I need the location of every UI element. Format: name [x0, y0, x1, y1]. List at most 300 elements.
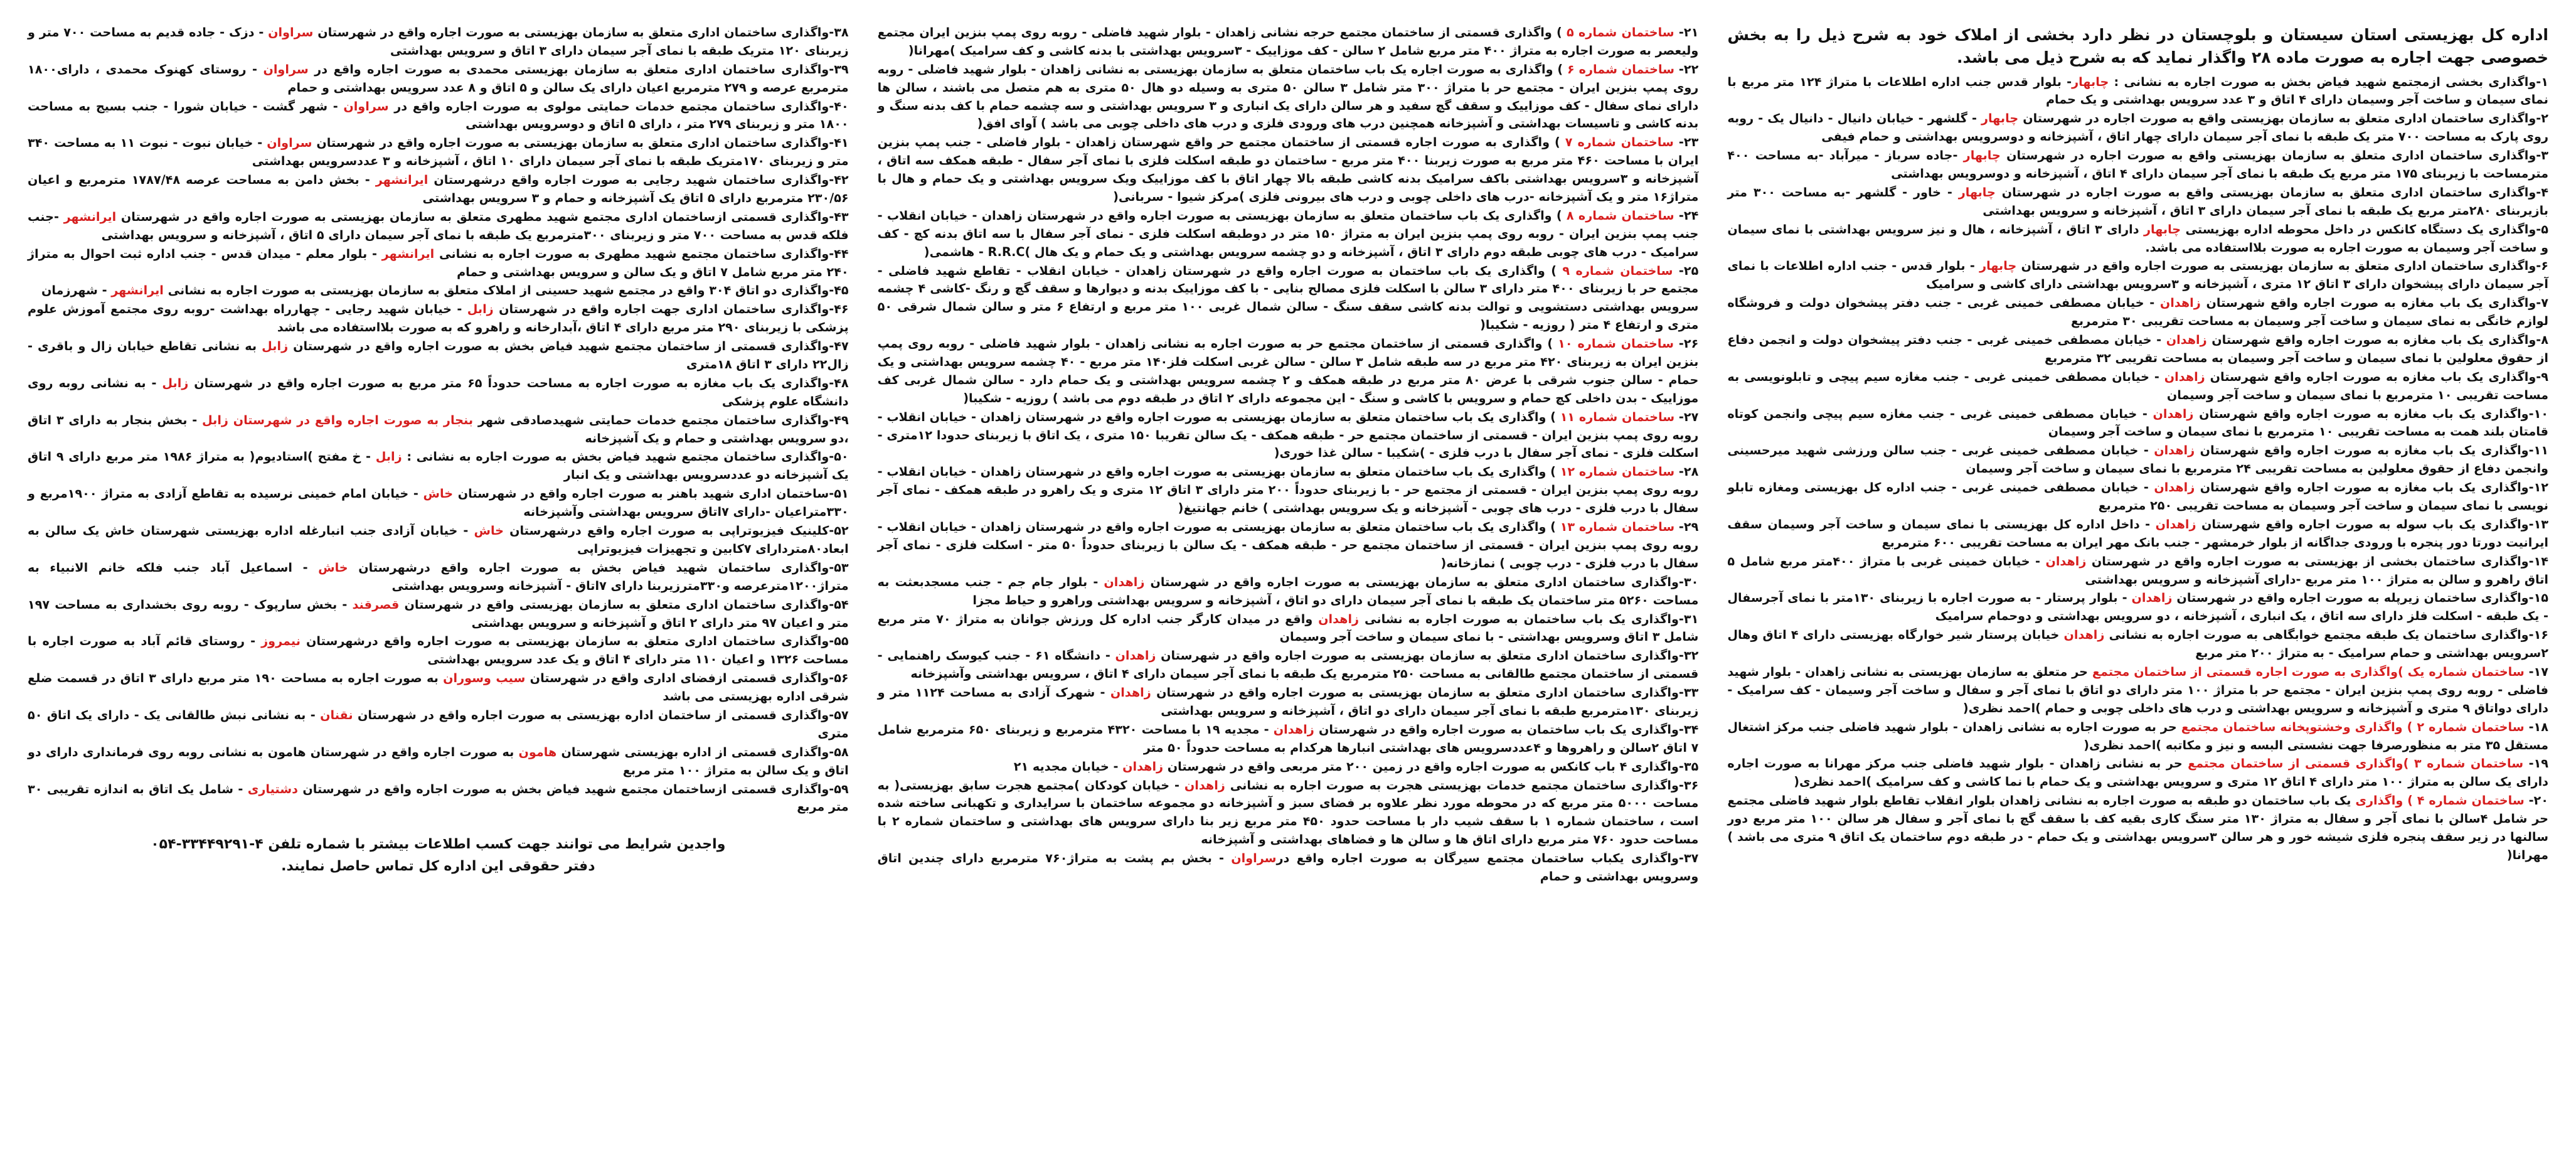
- item-text: -: [2523, 756, 2534, 771]
- item-text: به صورت اجاره واقع در شهرستان هامون به نشانی روبه روی فرمانداری دارای دو اتاق و یک سالن به متراژ ۱۰۰ متر مربع: [27, 744, 849, 778]
- item-text: -: [1674, 61, 1684, 77]
- item-location: ساختمان شماره ۳ )واگذاری قسمتی از ساختمان مجتمع: [2188, 756, 2524, 771]
- item-text: ) واگذاری یک باب ساختمان متعلق به سازمان بهزیستی به صورت اجاره واقع در شهرستان زاهدان - خیابان انقلاب - روبه روی پمپ بنزین ایران - قسمتی از مجتمع حر - با زیربنای حدوداً ۲۰۰ متر دارای ۳ اتاق ۱۲ متری و یک راهرو در طبقه همکف - نمای آجر سفال با درب فلزی - درب های چوبی - آشپزخانه و یک سرویس بهداشتی ) خانم جهانتیغ(: [877, 464, 1699, 516]
- item-text: - خیابان کودکان )مجتمع هجرت سابق بهزیستی( به مساحت ۵۰۰۰ متر مربع که در محوطه مورد نظر علاوه بر فضای سبز و آشپزخانه دو مجموعه ساختمان با سرایداری و تکهبانی ساخته شده است ، ساختمان شماره ۱ با سقف شیب دار با مساحت حدود ۴۵۰ متر مربع زیر بنا دارای سرویس های بهداشتی و ساختمان شماره ۲ با مساحت حدود ۷۶۰ متر مربع دارای اتاق ها و سالن ها و فضاهای بهداشتی و آشپزخانه: [877, 778, 1699, 847]
- item-text: -واگذاری یک باب مغازه به صورت اجاره واقع شهرستان: [2195, 480, 2534, 495]
- lease-item: [878, 262, 1699, 335]
- item-location: بنجار به صورت اجاره واقع در شهرستان زابل: [202, 412, 474, 427]
- item-location: ساختمان شماره ۱۲: [1560, 464, 1675, 479]
- item-location: ساختمان شماره ۶: [1567, 61, 1675, 77]
- item-text: -واگذاری یک باب ساختمان به صورت اجاره واقع در شهرستان: [1314, 722, 1684, 737]
- lease-item: [878, 721, 1699, 757]
- item-number: ۴۱: [834, 136, 849, 151]
- item-text: -واگذاری یک باب مغازه به صورت اجاره واقع شهرستان: [2206, 332, 2541, 347]
- item-number: ۵۵: [834, 634, 849, 649]
- item-text: - روستای قائم آباد به صورت اجاره با مساحت ۱۳۲۶ و اعیان ۱۱۰ متر دارای ۴ اتاق و یک عدد سرویس بهداشتی: [27, 634, 849, 667]
- lease-item: [878, 758, 1699, 776]
- item-location: زابل: [467, 302, 494, 317]
- lease-item: [28, 61, 849, 97]
- item-location: چابهار: [2143, 222, 2181, 237]
- item-location: خاش: [474, 523, 504, 538]
- item-number: ۳۳: [1683, 685, 1699, 700]
- item-text: -واگذاری ساختمان مجتمع شهید مطهری به صورت اجاره به نشانی: [434, 246, 834, 261]
- lease-item: [28, 596, 849, 633]
- item-number: ۱۳: [2533, 516, 2548, 532]
- item-location: خاش: [318, 560, 348, 575]
- item-text: - مجدیه ۱۹ با مساحت ۴۳۲۰ مترمربع و زیربنای ۶۵۰ مترمربع شامل ۷ اتاق ۲سالن و راهروها و ۴عددسرویس های بهداشتی انبارها هرکدام به مساحت حدوداً ۵۰ متر: [877, 722, 1699, 755]
- item-number: ۴۹: [834, 412, 849, 427]
- item-number: ۵۹: [834, 781, 849, 796]
- item-text: - خیابان شهید رجایی - چهارراه بهداشت -روبه روی مجتمع آموزش علوم پزشکی با زیربنای ۲۹۰ متر مربع دارای ۴ اتاق ،آبدارخانه و راهرو که به صورت بلااستفاده می باشد: [27, 302, 849, 335]
- item-location: زاهدان: [2154, 443, 2195, 458]
- item-text: -: [1674, 409, 1684, 424]
- item-text: -واگذاری ساختمان مجتمع خدمات بهزیستی هجرت به صورت اجاره به نشانی: [1225, 778, 1684, 793]
- lease-item: [1727, 257, 2548, 294]
- lease-item: [1727, 479, 2548, 515]
- lease-item: [1727, 755, 2548, 791]
- item-text: - بخش دامن به مساحت عرصه ۱۷۸۷/۴۸ مترمربع و اعیان ۲۳۰/۵۶ مترمربع دارای ۵ اتاق یک آشپزخانه و حمام و ۳ سرویس بهداشتی: [27, 173, 849, 206]
- item-number: ۴۲: [834, 173, 849, 188]
- lease-item: [28, 375, 849, 411]
- item-location: سراوان: [343, 99, 389, 114]
- item-number: ۱۱: [2533, 443, 2548, 458]
- lease-item: [878, 574, 1699, 610]
- lease-item: [1727, 589, 2548, 626]
- item-location: زاهدان: [1184, 778, 1225, 793]
- item-location: زاهدان: [2154, 480, 2195, 495]
- item-number: ۲۲: [1683, 61, 1699, 77]
- item-number: ۸: [2541, 332, 2548, 347]
- item-text: حر به نشانی زاهدان - بلوار شهید فاضلی جنب مرکز مهرانا به صورت اجاره دارای یک سالن به متراژ ۱۰۰ متر دارای ۴ اتاق ۱۲ متری و سرویس بهداشتی و یک حمام با نما کاشی و کف سرامیک )احمد نظری(: [1727, 756, 2548, 789]
- item-text: -واگذاری قسمتی از ساختمان مجتمع شهید فیاض بخش به صورت اجاره واقع در شهرستان: [288, 339, 834, 354]
- items-list: [28, 24, 849, 817]
- item-text: -واگذاری ساختمان بخشی از بهزیستی به صورت اجاره واقع در شهرستان: [2086, 553, 2534, 569]
- item-text: ) واگذاری به صورت اجاره یک باب ساختمان متعلق به سازمان بهزیستی به نشانی زاهدان - بلوار شهید فاضلی - روبه روی پمپ بنزین ایران - مجتمع حر با متراژ ۳۰۰ متر شامل ۳ سالن ۵۰ متری به وسیله دو هال ۵۰ متری به هم متصل می باشند ، سالن ها دارای نمای سفال - کف موزاییک و سقف گچ سفید و هر سالن دارای یک انباری و ۳ سرویس بهداشتی و سه چشمه حمام با کف بدنه سنگ و بدنه کاشی و تاسیسات بهداشتی و آشپزخانه همچنین درب های ورودی فلزی و درب های داخلی چوبی می باشد ) آوای افق(: [877, 61, 1699, 131]
- lease-item: [1727, 147, 2548, 183]
- lease-item: [878, 518, 1699, 573]
- item-text: - بخش بم پشت به متراژ۷۶۰ مترمربع دارای چندین اتاق وسرویس بهداشتی و حمام: [877, 851, 1699, 884]
- item-number: ۵۱: [834, 486, 849, 501]
- item-text: -واگذاری یک باب مغازه به صورت اجاره واقع شهرستان: [2193, 406, 2534, 421]
- item-text: -واگذاری ساختمان زیرپله به صورت اجاره واقع در شهرستان: [2172, 591, 2534, 606]
- item-number: ۵۴: [834, 597, 849, 612]
- lease-item: [1727, 294, 2548, 331]
- lease-item: [878, 611, 1699, 647]
- item-text: -واگذاری قسمتی ازساختمان اداری مجتمع شهید مطهری متعلق به سازمان بهزیستی به صورت اجاره واقع در شهرستان: [116, 209, 834, 224]
- item-number: ۳۰: [1683, 574, 1699, 589]
- item-text: -واگذاری ساختمان مجتمع شهید فیاض بخش به صورت اجاره به نشانی :: [402, 449, 834, 464]
- item-text: -واگذاری ساختمان اداری متعلق به سازمان بهزیستی واقع به صورت اجاره در شهرستان: [2000, 148, 2541, 163]
- item-text: ) واگذاری یک باب ساختمان به صورت اجاره واقع در شهرستان زاهدان - خیابان انقلاب - تقاطع شهید فاضلی - مجتمع حر با زیربنای ۴۰۰ متر دارای ۳ سالن با اسکلت فلزی مصالح بنایی - با کف موزاییک بدنه و دیوارها و سقف گچ و رنگ -کاشی ۴ چشمه سرویس بهداشتی دستشویی و توالت بدنه کاشی سقف سنگ - سالن شمال غربی ۱۰۰ متر مربع و ارتفاع ۶ متر و سالن شمال شرقی ۵۰ متری و ارتفاع ۴ متر ( روزیه - شکیبا(: [877, 263, 1699, 333]
- item-number: ۲: [2541, 111, 2548, 126]
- item-text: - روستای کهنوک محمدی ، دارای۱۸۰۰ مترمربع عرصه و ۲۷۹ مترمربع اعیان دارای یک سالن و ۵ اتاق و ۸ عدد سرویس بهداشتی و حمام: [27, 61, 849, 95]
- item-text: - شامل یک اتاق به اندازه تقریبی ۳۰ متر مربع: [27, 781, 849, 815]
- item-location: زاهدان: [1273, 722, 1314, 737]
- lease-item: [1727, 663, 2548, 718]
- item-text: حر متعلق به سازمان بهزیستی به نشانی زاهدان - بلوار شهید فاضلی - روبه روی پمپ بنزین ایران - مجتمع حر با متراژ ۱۰۰ متر دارای دو اتاق با نمای آجر و سفال و ساخت آجر وسیمان - کف سرامیک - دارای دواتاق ۹ متری و آشپزخانه و سرویس بهداشتی و درب های داخلی چوبی و حمام )احمد نظری(: [1727, 665, 2548, 715]
- item-text: ) واگذاری یک باب ساختمان متعلق به سازمان بهزیستی به صورت اجاره واقع در شهرستان زاهدان - خیابان انقلاب - روبه روی پمپ بنزین ایران - قسمتی از ساختمان مجتمع حر - طبقه همکف - یک سالن با زیربنای حدوداً ۵۰ متر - اسکلت فلزی - نمای آجر سفال با درب فلزی - درب چوبی ) نمازخانه(: [877, 520, 1699, 570]
- item-number: ۵۶: [834, 671, 849, 686]
- item-number: ۴۳: [834, 209, 849, 224]
- item-text: یک باب ساختمان دو طبقه به صورت اجاره به نشانی زاهدان بلوار انقلاب تقاطع بلوار شهید فاضلی مجتمع حر شامل ۴سالن با نمای آجر و سفال به متراژ ۱۳۰ متر سنگ کاری بقیه کف با سقف گچ با نمای آجر و سفال هر سالن ۱۰۰ متر مربع دور سالنها در زیر سقف پنجره فلزی شیشه خور و هر سالن ۳سرویس بهداشتی و یک حمام - در طبقه دوم ساختمان یک اتاق ۹ متری می باشد ) مهرانا(: [1727, 793, 2548, 862]
- item-number: ۳۷: [1683, 851, 1699, 866]
- item-text: - داخل اداره کل بهزیستی با نمای سیمان و ساخت آجر وسیمان سقف ایرانیت دورتا دور پنجره با ورودی جداگانه از بلوار خرمشهر - جنب بانک مهر ایران به مساحت تقریبی ۶۰۰ مترمربع: [1727, 516, 2548, 550]
- item-location: ساختمان شماره ۵: [1567, 25, 1674, 40]
- item-text: -واگذاری یکباب ساختمان مجتمع سیرگان به صورت اجاره واقع در: [1276, 851, 1684, 866]
- item-location: ساختمان شماره یک )واگذاری به صورت اجاره قسمتی از ساختمان مجتمع: [2092, 665, 2525, 679]
- item-text: -واگذاری ساختمان اداری متعلق به سازمان بهزیستی به صورت اجاره واقع در شهرستان: [313, 25, 834, 40]
- lease-item: [28, 744, 849, 780]
- item-number: ۳: [2541, 148, 2548, 163]
- item-text: خیابان پرستار شیر خوارگاه بهزیستی دارای ۴ اتاق وهال ۲سرویس بهداشتی و حمام سرامیک - به متراژ ۲۰۰ متر مربع: [1727, 628, 2548, 661]
- item-text: - خیابان مصطفی خمینی غربی - جنب مغازه سیم پیچی وانجمن کوتاه قامتان بلند همت به مساحت تقریبی ۱۰ مترمربع با نمای سیمان و ساخت آجر وسیمان: [1727, 406, 2548, 439]
- item-text: - گلشهر - خیابان دانیال - دانیال یک - روبه روی پارک به مساحت ۷۰۰ متر یک طبقه با نمای آجر سیمان دارای چهار اتاق ، آشپزخانه و دوسرویس بهداشتی و حمام فیفی: [1727, 111, 2548, 144]
- item-text: - خیابان امام خمینی نرسیده به تقاطع آزادی به متراژ ۱۹۰۰مربع و ۳۳۰متراعیان -دارای ۷اتاق سرویس بهداشتی وآشپزخانه: [27, 486, 849, 520]
- item-text: ) واگذاری قسمتی از ساختمان مجتمع حرجه نشانی زاهدان - بلوار شهید فاضلی - روبه روی پمپ بنزین ایران مجتمع ولیعصر به صورت اجاره به متراژ ۴۰۰ متر مربع شامل ۲ سالن - کف موزاییک - ۳سرویس بهداشتی با بدنه کاشی و کف سرامیک )مهرانا(: [877, 25, 1699, 58]
- lease-item: [1727, 110, 2548, 146]
- item-number: ۵۳: [834, 560, 849, 575]
- item-number: ۴۰: [834, 99, 849, 114]
- item-number: ۳۸: [834, 25, 849, 40]
- item-number: ۱۹: [2533, 756, 2549, 771]
- item-location: چابهار: [2072, 74, 2109, 89]
- lease-item: [878, 409, 1699, 463]
- item-number: ۵۷: [834, 707, 849, 722]
- lease-item: [1727, 626, 2548, 663]
- lease-item: [28, 171, 849, 208]
- item-text: -کلینیک فیزیوتراپی به صورت اجاره واقع درشهرستان: [503, 523, 834, 538]
- item-text: -واگذاری یک باب سوله به صورت اجاره واقع شهرستان: [2196, 516, 2534, 532]
- item-text: - خیابان مصطفی خمینی غربی - جنب دفتر پیشخوان دولت و فروشگاه لوازم خانگی به نمای سیمان و ساخت آجر وسیمان به مساحت تقریبی ۳۰ مترمربع: [1727, 296, 2548, 329]
- lease-item: [1727, 221, 2548, 257]
- contact-footer: [28, 833, 849, 877]
- item-location: زابل: [262, 339, 289, 354]
- item-location: زابل: [162, 375, 189, 390]
- item-text: -واگذاری یک باب ساختمان به صورت اجاره به نشانی: [1359, 611, 1684, 626]
- item-location: زاهدان: [2164, 369, 2205, 384]
- lease-item: [1727, 73, 2548, 110]
- item-location: زاهدان: [2131, 591, 2173, 606]
- item-location: سراوان: [263, 61, 309, 77]
- item-number: ۲۱: [1683, 25, 1699, 40]
- item-number: ۲۰: [2533, 793, 2548, 808]
- item-text: - خیابان مصطفی خمینی غربی - جنب مغازه سیم پیچی و تابلونویسی به مساحت تقریبی ۱۰ مترمربع با نمای سیمان و ساخت آجر وسیمان: [1727, 369, 2548, 402]
- item-number: ۲۶: [1683, 336, 1699, 351]
- item-location: زاهدان: [2166, 332, 2207, 347]
- item-location: سراوان: [267, 136, 312, 151]
- item-text: -: [2524, 665, 2534, 679]
- item-text: - خیابان نبوت - نبوت ۱۱ به مساحت ۳۴۰ متر و زیربنای ۱۷۰متریک طبقه با نمای آجر سیمان دارای ۱۰ اتاق ، آشپزخانه و ۳ عددسرویس بهداشتی: [27, 136, 849, 169]
- item-text: ) واگذاری یک باب ساختمان متعلق به سازمان بهزیستی به صورت اجاره واقع در شهرستان زاهدان - خیابان انقلاب - جنب پمپ بنزین ایران - روبه روی پمپ بنزین ایران به متراژ ۱۵۰ متر در دوطبقه اسکلت فلزی - نمای آجر سفال با سه اتاق بدنه کچ - کف سرامیک - درب های چوبی طبقه دوم دارای ۳ اتاق ، آشپزخانه و دو چشمه سرویس بهداشتی و یک حمام و یک هال )R.R.C - هاشمی(: [877, 208, 1699, 259]
- item-text: -: [1673, 263, 1684, 278]
- item-text: - خیابان آزادی جنب انبارغله اداره بهزیستی شهرستان خاش یک سالن به ابعاد۸۰متردارای ۷کابین و تجهیزات فیزیوتراپی: [27, 523, 849, 556]
- item-location: زاهدان: [2159, 296, 2201, 311]
- item-text: -واگذاری بخشی ازمجتمع شهید فیاض بخش به صورت اجاره به نشانی :: [2109, 74, 2541, 89]
- item-text: ) واگذاری به صورت اجاره قسمتی از ساختمان مجتمع حر واقع شهرستان زاهدان - بلوار فاضلی - جنب پمپ بنزین ایران با مساحت ۴۶۰ متر مربع به صورت زیربنا ۴۰۰ متر مربع - ساختمان دو طبقه اسکلت فلزی با نمای آجر سفال - طبقه همکف سه اتاق ، آشپزخانه و ۳سرویس بهداشتی باکف سرامیک بدنه کاشی طبقه بالا چهار اتاق با کف موزاییک ویک سرویس بهداشتی و یک حمام و هال با متراژ۱۶ متر و یک آشپزخانه -درب های داخلی چوبی و درب های بیرونی فلزی )مرکز شیوا - سربانی(: [877, 135, 1699, 205]
- item-location: نیمروز: [261, 634, 301, 649]
- column-left: [28, 24, 849, 1151]
- item-text: -: [1673, 336, 1684, 351]
- item-location: ایرانشهر: [111, 283, 164, 298]
- item-text: -واگذاری یک باب مغازه به صورت اجاره واقع شهرستان: [2195, 443, 2534, 458]
- item-text: -واگذاری ساختمان اداری متعلق به سازمان بهزیستی به صورت اجاره واقع در شهرستان: [312, 136, 834, 151]
- lease-item: [1727, 368, 2548, 405]
- item-location: ساختمان شماره ۹: [1562, 263, 1673, 278]
- item-text: ) واگذاری یک باب ساختمان متعلق به سازمان بهزیستی به صورت اجاره واقع در شهرستان زاهدان - خیابان انقلاب - روبه روی پمپ بنزین ایران - قسمتی از ساختمان مجتمع حر - طبقه همکف - یک سالن تقریبا ۱۵۰ متری ، یک اتاق با زیربنای حدودا ۱۲متری - اسکلت فلزی - نمای آجر سفال با درب فلزی - )شکیبا - سالن غذا خوری(: [877, 409, 1699, 461]
- lease-item: [28, 670, 849, 706]
- item-number: ۵۰: [834, 449, 849, 464]
- item-text: -واگذاری ساختمان شهید رجایی به صورت اجاره واقع درشهرستان: [428, 173, 834, 188]
- item-text: - خیابان مصطفی خمینی غربی - جنب سالن ورزشی شهید میرحسینی وانجمن دفاع از حقوق معلولین به مساحت تقریبی ۲۴ مترمربع با نمای سیمان و ساخت آجر وسیمان: [1727, 443, 2548, 476]
- lease-item: [878, 134, 1699, 206]
- item-text: -ساختمان اداری شهید باهنر به صورت اجاره واقع در شهرستان: [453, 486, 834, 501]
- item-text: -جاده سرباز - میرآباد -به مساحت ۴۰۰ مترمساحت با زیربنای ۱۷۵ متر مربع یک طبقه با نمای آجر سیمان دارای ۴ اتاق ، آشپزخانه و دوسرویس بهداشتی: [1727, 148, 2548, 181]
- item-text: -واگذاری ۴ باب کانکس به صورت اجاره واقع در زمین ۲۰۰ متر مربعی واقع در شهرستان: [1163, 759, 1684, 774]
- item-text: -: [1673, 135, 1684, 150]
- lease-item: [28, 707, 849, 743]
- item-text: -واگذاری ساختمان اداری متعلق به سازمان بهزیستی واقع به صورت اجاره در شهرستان: [2018, 111, 2541, 126]
- item-location: زابل: [375, 449, 402, 464]
- item-number: ۳۵: [1683, 759, 1699, 774]
- item-text: -واگذاری دو اتاق ۳۰۴ واقع در مجتمع شهید حسینی از املاک متعلق به سازمان بهزیستی به صورت اجاره به نشانی: [163, 283, 834, 298]
- item-text: - خیابان مصطفی خمینی غربی - جنب دفتر پیشخوان دولت و انجمن دفاع از حقوق معلولین با نمای سیمان و ساخت آجر وسیمان به مساحت تقریبی ۳۲ مترمربع: [1727, 332, 2548, 365]
- item-number: ۱: [2541, 74, 2548, 89]
- item-number: ۱۶: [2533, 628, 2548, 643]
- item-number: ۲۳: [1683, 135, 1699, 150]
- item-location: زاهدان: [1110, 685, 1151, 700]
- item-text: - خ مفتح )استادیوم( به متراژ ۱۹۸۶ متر مربع دارای ۹ اتاق یک آشپزخانه دو عددسرویس بهداشتی و یک انبار: [27, 449, 849, 483]
- item-text: - بلوار پرستار - به صورت اجاره با زیربنای ۱۳۰متر با نمای آجرسفال - یک طبقه - اسکلت فلز دارای سه اتاق ، یک انباری ، آشپزخانه ، دو سرویس بهداشتی و دوحمام سرامیک: [1727, 591, 2548, 624]
- item-text: - خاور - گلشهر -به مساحت ۳۰۰ متر بازیربنای ۲۸۰متر مربع یک طبقه با نمای آجر سیمان دارای ۳ اتاق ، آشپزخانه و سرویس بهداشتی: [1727, 184, 2548, 218]
- intro-paragraph: اداره کل بهزیستی استان سیستان و بلوچستان در نظر دارد بخشی از املاک خود به شرح ذیل را به بخش خصوصی جهت اجاره به صورت ماده ۲۸ واگذار نماید که به شرح ذیل می باشد.: [1727, 26, 2548, 67]
- item-location: دشتیاری: [247, 781, 298, 796]
- item-location: زاهدان: [2153, 406, 2194, 421]
- item-location: ایرانشهر: [63, 209, 117, 224]
- item-text: دارای ۳ اتاق ، آشپزخانه ، هال و نیز سرویس بهداشتی با نمای سیمان و ساخت آجر وسیمان به صورت اجاره به صورت بلااستفاده می باشد.: [1727, 222, 2548, 255]
- item-location: نقنان: [320, 707, 353, 722]
- lease-item: [28, 448, 849, 484]
- item-text: - بلوار جام جم - جنب مسجدبعثت به مساحت ۵۲۶۰ متر ساختمان یک طبقه با نمای آجر سیمان دارای دو اتاق ، آشپزخانه و سرویس بهداشتی وراهرو و حیاط مجزا: [877, 574, 1699, 607]
- item-text: -: [2524, 719, 2534, 734]
- item-location: خاش: [423, 486, 454, 501]
- item-location: چابهار: [1981, 111, 2019, 126]
- item-number: ۱۴: [2533, 553, 2548, 569]
- item-text: - اسماعیل آباد جنب فلکه خانم الانبیاء به متراژ۱۲۰۰مترعرصه و۳۳۰مترزیربنا دارای ۷اتاق - آشپزخانه وسرویس بهداشتی: [27, 560, 849, 593]
- item-location: زاهدان: [2155, 516, 2196, 532]
- lease-item: [1727, 553, 2548, 589]
- item-text: - بلوار قدس - جنب اداره اطلاعات با نمای آجر سیمان دارای پیشخوان دارای ۳ اتاق ۱۲ متری ، آشپزخانه و ۳سرویس بهداشتی دارای کاشی و سرامیک: [1727, 259, 2548, 292]
- item-text: - به نشانی نبش طالقانی یک - دارای یک اتاق ۵۰ متری: [27, 707, 849, 740]
- item-text: به صورت اجاره به مساحت ۱۹۰ متر مربع دارای ۳ اتاق در قسمت ضلع شرقی اداره بهزیستی می باشد: [27, 671, 849, 704]
- item-text: - بلوار قدس جنب اداره اطلاعات با متراژ ۱۲۴ متر مربع با نمای سیمان و ساخت آجر وسیمان دارای ۴ اتاق و ۳ عدد سرویس بهداشتی و یک حمام: [1727, 74, 2548, 107]
- item-number: ۴۸: [834, 375, 849, 390]
- item-text: -: [1674, 25, 1684, 40]
- lease-item: [1727, 184, 2548, 220]
- lease-item: [28, 781, 849, 817]
- item-number: ۴۶: [834, 302, 849, 317]
- lease-item: [878, 24, 1699, 60]
- item-text: - شهرک آزادی به مساحت ۱۱۲۴ متر و زیربنای ۱۳۰مترمربع طبقه با نمای آجر سیمان دارای دو اتاق ، آشپزخانه و سرویس بهداشتی: [877, 685, 1699, 718]
- item-location: زاهدان: [1115, 648, 1156, 663]
- item-location: زاهدان: [1122, 759, 1164, 774]
- item-text: -واگذاری ساختمان اداری متعلق به سازمان بهزیستی به صورت اجاره واقع در شهرستان: [1144, 574, 1684, 589]
- item-number: ۱۸: [2533, 719, 2548, 734]
- office-line: دفتر حقوقی این اداره کل تماس حاصل نمایند.: [281, 858, 595, 875]
- item-text: -جنب فلکه قدس به مساحت ۷۰۰ متر و زیربنای ۳۰۰مترمربع یک طبقه با نمای آجر سیمان دارای ۵ اتاق ، آشپزخانه و سرویس بهداشتی: [27, 209, 849, 242]
- item-text: -واگذاری قسمتی ازساختمان مجتمع شهید فیاض بخش به صورت اجاره واقع در شهرستان: [297, 781, 834, 796]
- lease-item: [1727, 516, 2548, 552]
- item-text: -واگذاری یک باب مغازه به صورت اجاره به مساحت حدوداً ۶۵ متر مربع به صورت اجاره واقع در شهرستان: [188, 375, 834, 390]
- item-text: -واگذاری ساختمان اداری متعلق به سازمان بهزیستی واقع به صورت اجاره در شهرستان: [1995, 184, 2541, 200]
- item-location: ایرانشهر: [375, 173, 428, 188]
- item-text: -واگذاری ساختمان اداری متعلق به سازمان بهزیستی به صورت اجاره واقع در شهرستان: [1156, 648, 1684, 663]
- lease-item: [28, 522, 849, 559]
- items-list: [878, 24, 1699, 887]
- item-text: - بخش سارپوک - روبه روی بخشداری به مساحت ۱۹۷ متر و اعیان ۹۷ متر دارای ۲ اتاق و آشپزخانه و سرویس بهداشتی: [27, 597, 849, 630]
- item-text: - خیابان خمینی غربی با متراژ ۴۰۰متر مربع شامل ۵ اتاق راهرو و سالن به متراژ ۱۰۰ متر مربع -دارای آشپزخانه و سرویس بهداشتی: [1727, 553, 2548, 587]
- lease-item: [28, 301, 849, 337]
- item-number: ۱۵: [2533, 591, 2548, 606]
- item-text: به نشانی تقاطع خیابان زال و باقری - زال۲۲ دارای ۳ اتاق ۱۸متری: [27, 339, 849, 372]
- lease-item: [878, 647, 1699, 683]
- item-text: -واگذاری ساختمان مجتمع خدمات حمایتی مولوی به صورت اجاره واقع در: [388, 99, 834, 114]
- item-number: ۵۲: [834, 523, 849, 538]
- lease-item: [28, 98, 849, 134]
- item-text: -واگذاری یک باب مغازه به صورت اجاره واقع شهرستان: [2200, 296, 2541, 311]
- lease-item: [878, 850, 1699, 886]
- column-middle: [878, 24, 1699, 1151]
- item-text: -واگذاری ساختمان اداری متعلق به سازمان بهزیستی به صورت اجاره واقع در شهرستان: [1151, 685, 1684, 700]
- item-text: - بلوار معلم - میدان قدس - جنب اداره ثبت احوال به متراژ ۲۴۰ متر مربع شامل ۷ اتاق و یک سالن و سرویس بهداشتی و حمام: [27, 246, 849, 279]
- item-text: -واگذاری ساختمان اداری جهت اجاره واقع در شهرستان: [493, 302, 834, 317]
- lease-item: [878, 777, 1699, 850]
- item-text: -: [2524, 793, 2534, 808]
- lease-item: [1727, 792, 2548, 865]
- item-text: -واگذاری یک دستگاه کانکس در داخل محوطه اداره بهزیستی: [2181, 222, 2541, 237]
- lease-item: [878, 684, 1699, 720]
- item-text: -: [1674, 208, 1684, 223]
- item-text: -واگذاری ساختمان اداری متعلق به سازمان بهزیستی به صورت اجاره واقع در شهرستان: [2016, 259, 2541, 274]
- item-text: - به نشانی روبه روی دانشگاه علوم پزشکی: [27, 375, 849, 409]
- item-text: -واگذاری ساختمان اداری متعلق به سازمان بهزیستی به صورت اجاره واقع درشهرستان: [300, 634, 834, 649]
- lease-item: [878, 207, 1699, 262]
- item-location: ساختمان شماره ۴ ) واگذاری: [2355, 793, 2525, 808]
- item-number: ۴۴: [834, 246, 849, 261]
- items-list: [1727, 73, 2548, 865]
- item-text: ) واگذاری قسمتی از ساختمان مجتمع حر به صورت اجاره به نشانی زاهدان - بلوار شهید فاضلی - روبه روی پمپ بنزین ایران به زیربنای ۴۲۰ متر مربع در سه طبقه شامل ۳ سالن - سالن غربی اسکلت فلز۱۴۰ متر مربع - ۴۰ چشمه سرویس بهداشتی و یک حمام - سالن جنوب شرقی با عرض ۸۰ متر مربع در طبقه همکف و ۲ چشمه سرویس بهداشتی و یک حمام دارد - سالن شمال غربی کف موزاییک - بدن داخلی کچ حمام و سرویس با کاشی و سنگ - این مجموعه دارای ۲ اتاق در طبقه دوم می باشد ) روزیه - شکیبا(: [877, 336, 1699, 405]
- item-location: ساختمان شماره ۲ ) واگذاری وخشتوپخانه ساختمان مجتمع: [2181, 719, 2525, 734]
- item-number: ۴۵: [834, 283, 849, 298]
- item-text: -واگذاری قسمتی ازفضای اداری واقع در شهرستان: [525, 671, 834, 686]
- item-location: ساختمان شماره ۱۱: [1560, 409, 1675, 424]
- lease-item: [28, 338, 849, 374]
- item-number: ۴: [2541, 184, 2548, 200]
- item-number: ۱۲: [2533, 480, 2548, 495]
- lease-item: [878, 463, 1699, 518]
- item-text: -واگذاری ساختمان مجتمع خدمات حمایتی شهیدصادقی شهر: [473, 412, 834, 427]
- item-location: ایرانشهر: [381, 246, 435, 261]
- item-number: ۲۴: [1683, 208, 1699, 223]
- item-text: - خیابان مصطفی خمینی غربی - جنب اداره کل بهزیستی ومغازه تابلو نویسی با نمای سیمان و ساخت آجر وسیمان به مساحت تقریبی ۲۵۰ مترمربع: [1727, 480, 2548, 513]
- item-text: - شهر گشت - خیابان شورا - جنب بسیج به مساحت ۱۸۰۰ متر و زیربنای ۲۷۹ متر ، دارای ۵ اتاق و دوسرویس بهداشتی: [27, 99, 849, 132]
- item-location: چابهار: [1963, 148, 2001, 163]
- item-text: -واگذاری ساختمان شهید فیاض بخش به صورت اجاره واقع درشهرستان: [348, 560, 834, 575]
- item-number: ۵: [2541, 222, 2548, 237]
- item-location: زاهدان: [2045, 553, 2087, 569]
- item-text: -واگذاری یک باب مغازه به صورت اجاره واقع شهرستان: [2205, 369, 2541, 384]
- item-number: ۳۹: [834, 61, 849, 77]
- lease-item: [28, 245, 849, 282]
- item-text: -: [1674, 520, 1684, 535]
- lease-item: [1727, 719, 2548, 755]
- item-number: ۲۹: [1683, 520, 1699, 535]
- lease-item: [28, 485, 849, 521]
- item-location: چابهار: [1958, 184, 1996, 200]
- item-text: - بخش بنجار به دارای ۳ اتاق ،دو سرویس بهداشتی و حمام و یک آشپزخانه: [27, 412, 849, 446]
- item-text: -واگذاری ساختمان یک طبقه مجتمع خوابگاهی به صورت اجاره به نشانی: [2104, 628, 2534, 643]
- lease-item: [1727, 442, 2548, 478]
- lease-item: [28, 134, 849, 171]
- item-location: سیب وسوران: [443, 671, 526, 686]
- lease-item: [1727, 331, 2548, 368]
- item-text: -واگذاری ساختمان اداری متعلق به سازمان بهزیستی محمدی به صورت اجاره واقع در: [308, 61, 834, 77]
- lease-item: [878, 61, 1699, 134]
- item-text: -: [1674, 464, 1684, 479]
- item-text: واقع در میدان کارگر جنب اداره کل ورزش جوانان به متراژ ۷۰ متر مربع شامل ۳ اتاق وسرویس بهداشتی - با نمای سیمان و ساخت آجر وسیمان: [877, 611, 1699, 644]
- item-number: ۲۷: [1683, 409, 1699, 424]
- item-location: ساختمان شماره ۱۰: [1558, 336, 1674, 351]
- item-number: ۷: [2541, 296, 2548, 311]
- item-number: ۲۵: [1683, 263, 1699, 278]
- item-text: حر به صورت اجاره به نشانی زاهدان - بلوار شهید فاضلی جنب مرکز اشتغال مستقل ۳۵ متر به منظورصرفا جهت نشستی البسه و نیز و مکاتبه )احمد نظری(: [1727, 719, 2548, 752]
- item-location: سراوان: [268, 25, 314, 40]
- item-location: زاهدان: [1104, 574, 1145, 589]
- column-right: [1727, 24, 2548, 1151]
- item-number: ۱۰: [2533, 406, 2548, 421]
- item-number: ۳۴: [1683, 722, 1699, 737]
- item-location: ساختمان شماره ۸: [1566, 208, 1674, 223]
- lease-item: [28, 208, 849, 245]
- item-text: - شهرزمان: [41, 283, 112, 298]
- item-number: ۳۲: [1683, 648, 1699, 663]
- item-number: ۱۷: [2533, 665, 2548, 679]
- item-number: ۲۸: [1683, 464, 1699, 479]
- item-location: سراوان: [1231, 851, 1277, 866]
- lease-item: [28, 24, 849, 60]
- lease-item: [28, 412, 849, 448]
- item-location: زاهدان: [1318, 611, 1360, 626]
- item-location: هامون: [518, 744, 557, 759]
- item-number: ۳۱: [1683, 611, 1699, 626]
- item-location: ساختمان شماره ۷: [1565, 135, 1674, 150]
- item-text: -واگذاری قسمتی از اداره بهزیستی شهرستان: [556, 744, 834, 759]
- lease-item: [28, 633, 849, 669]
- item-number: ۶: [2541, 259, 2548, 274]
- item-number: ۴۷: [834, 339, 849, 354]
- item-location: زاهدان: [2063, 628, 2105, 643]
- lease-item: [1727, 405, 2548, 442]
- item-text: - خیابان مجدیه ۲۱: [1013, 759, 1123, 774]
- item-location: قصرقند: [352, 597, 400, 612]
- item-text: - دانشگاه ۶۱ - جنب کیوسک راهنمایی - قسمتی از ساختمان مجتمع طالقانی به مساحت ۲۵۰ مترمربع یک طبقه با نمای آجر سیمان دارای ۴ اتاق ، سرویس بهداشتی وآشپزخانه: [877, 648, 1699, 682]
- item-location: چابهار: [1979, 259, 2017, 274]
- item-text: -واگذاری ساختمان اداری متعلق به سازمان بهزیستی واقع در شهرستان: [399, 597, 834, 612]
- contact-line: واجدین شرایط می توانند جهت کسب اطلاعات بیشتر با شماره تلفن ۴-۳۳۴۴۹۲۹۱-۰۵۴: [151, 837, 726, 853]
- lease-item: [28, 282, 849, 300]
- item-text: - دزک - جاده قدیم به مساحت ۷۰۰ متر و زیربنای ۱۲۰ متریک طبقه با نمای آجر سیمان دارای ۳ اتاق و سرویس بهداشتی: [27, 25, 849, 58]
- item-number: ۹: [2541, 369, 2548, 384]
- item-number: ۵۸: [834, 744, 849, 759]
